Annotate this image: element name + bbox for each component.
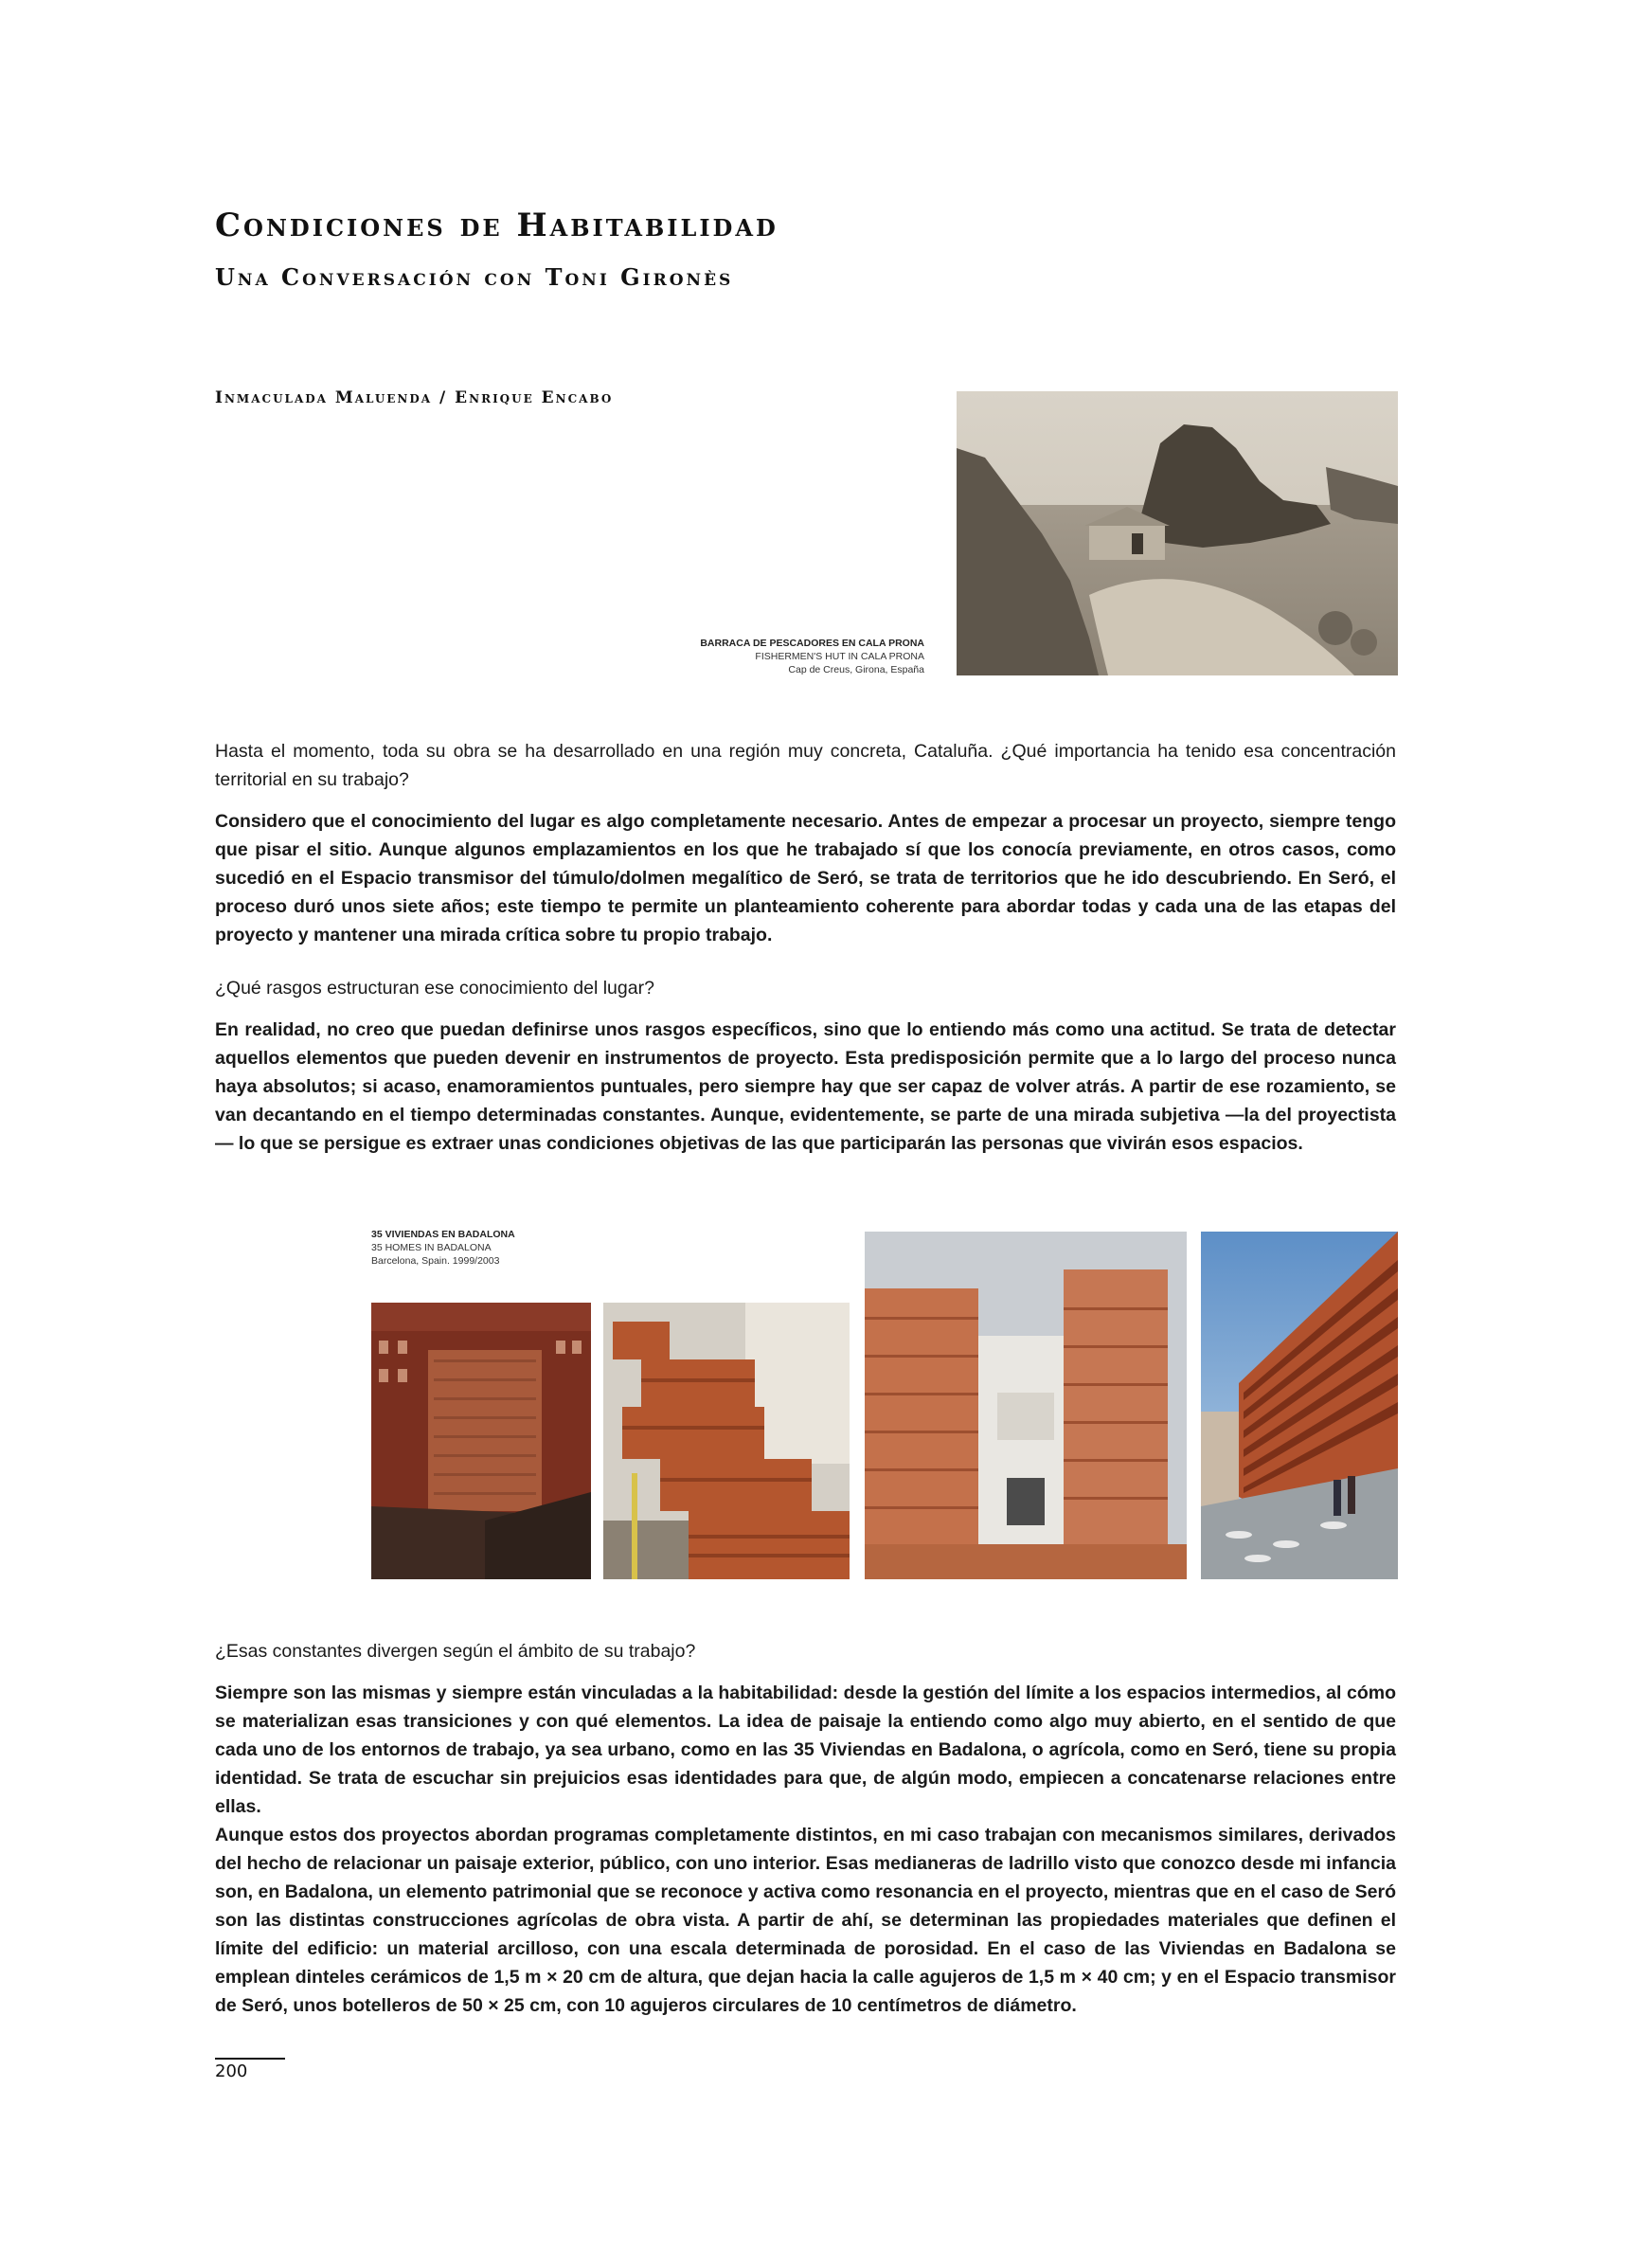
question-3: ¿Esas constantes divergen según el ámbito de su trabajo?	[215, 1641, 696, 1662]
badalona-street-render	[1201, 1232, 1398, 1579]
figure2-caption	[371, 1228, 561, 1268]
figure1-caption-title: BARRACA DE PESCADORES EN CALA PRONA	[700, 638, 924, 649]
badalona-party-wall-photo	[371, 1303, 591, 1579]
fishermens-hut-photo	[957, 391, 1398, 675]
authors-line: Inmaculada Maluenda / Enrique Encabo	[215, 388, 614, 407]
figure1-caption-place: Cap de Creus, Girona, España	[788, 664, 924, 675]
ceramic-lintels-photo	[603, 1303, 850, 1579]
footer-rule	[215, 2058, 285, 2060]
page-title: Condiciones de Habitabilidad	[215, 207, 779, 244]
figure2-caption-title: 35 VIVIENDAS EN BADALONA	[371, 1229, 515, 1240]
page-number: 200	[215, 2061, 248, 2081]
figure2-caption-english: 35 HOMES IN BADALONA	[371, 1242, 492, 1253]
question-1: Hasta el momento, toda su obra se ha desarrollado en una región muy concreta, Cataluña. ¿Qué importancia ha tenido esa concentración territorial en su trabajo?	[215, 741, 1396, 790]
figure1-caption	[644, 637, 924, 676]
interview-block-1	[215, 737, 1396, 1158]
figure1-caption-english: FISHERMEN'S HUT IN CALA PRONA	[755, 651, 924, 662]
badalona-facade-photo	[865, 1232, 1187, 1579]
interview-block-2	[215, 1637, 1396, 2020]
page-subtitle: Una Conversación con Toni Gironès	[215, 263, 734, 291]
answer-1: Considero que el conocimiento del lugar es algo completamente necesario. Antes de empezar a procesar un proyecto, siempre tengo que pisar el sitio. Aunque algunos emplazamientos en los que he trabajado sí que los conocía previamente, en otros casos, como sucedió en el Espacio transmisor del túmulo/dolmen megalítico de Seró, se trata de territorios que he ido descubriendo. En Seró, el proceso duró unos siete años; este tiempo te permite un planteamiento coherente para abordar todas y cada una de las etapas del proyecto y mantener una mirada crítica sobre tu propio trabajo.	[215, 811, 1396, 945]
answer-3-continued: Aunque estos dos proyectos abordan programas completamente distintos, en mi caso trabajan con mecanismos similares, derivados del hecho de relacionar un paisaje exterior, público, con uno interior. Esas medianeras de ladrillo visto que conozco desde mi infancia son, en Badalona, un elemento patrimonial que se reconoce y activa como resonancia en el proyecto, mientras que en el caso de Seró son las distintas construcciones agrícolas de obra vista. A partir de ahí, se determinan las propiedades materiales que definen el límite del edificio: un material arcilloso, con una escala determinada de porosidad. En el caso de las Viviendas en Badalona se emplean dinteles cerámicos de 1,5 m × 20 cm de altura, que dejan hacia la calle agujeros de 1,5 m × 40 cm; y en el Espacio transmisor de Seró, unos botelleros de 50 × 25 cm, con 10 agujeros circulares de 10 centímetros de diámetro.	[215, 1825, 1396, 2016]
question-2: ¿Qué rasgos estructuran ese conocimiento del lugar?	[215, 978, 654, 999]
answer-3: Siempre son las mismas y siempre están vinculadas a la habitabilidad: desde la gestión del límite a los espacios intermedios, al cómo se materializan esas transiciones y con qué elementos. La idea de paisaje la entiendo como algo muy abierto, en el sentido de que cada uno de los entornos de trabajo, ya sea urbano, como en las 35 Viviendas en Badalona, o agrícola, como en Seró, tiene su propia identidad. Se trata de escuchar sin prejuicios esas identidades para que, de algún modo, empiecen a concatenarse relaciones entre ellas.	[215, 1683, 1396, 1817]
answer-2: En realidad, no creo que puedan definirse unos rasgos específicos, sino que lo entiendo más como una actitud. Se trata de detectar aquellos elementos que pueden devenir en instrumentos de proyecto. Esta predisposición permite que a lo largo del proceso nunca haya absolutos; si acaso, enamoramientos puntuales, pero siempre hay que ser capaz de volver atrás. A partir de ese rozamiento, se van decantando en el tiempo determinadas constantes. Aunque, evidentemente, se parte de una mirada subjetiva —la del proyectista— lo que se persigue es extraer unas condiciones objetivas de las que participarán las personas que vivirán esos espacios.	[215, 1019, 1396, 1154]
figure2-caption-place: Barcelona, Spain. 1999/2003	[371, 1255, 500, 1267]
